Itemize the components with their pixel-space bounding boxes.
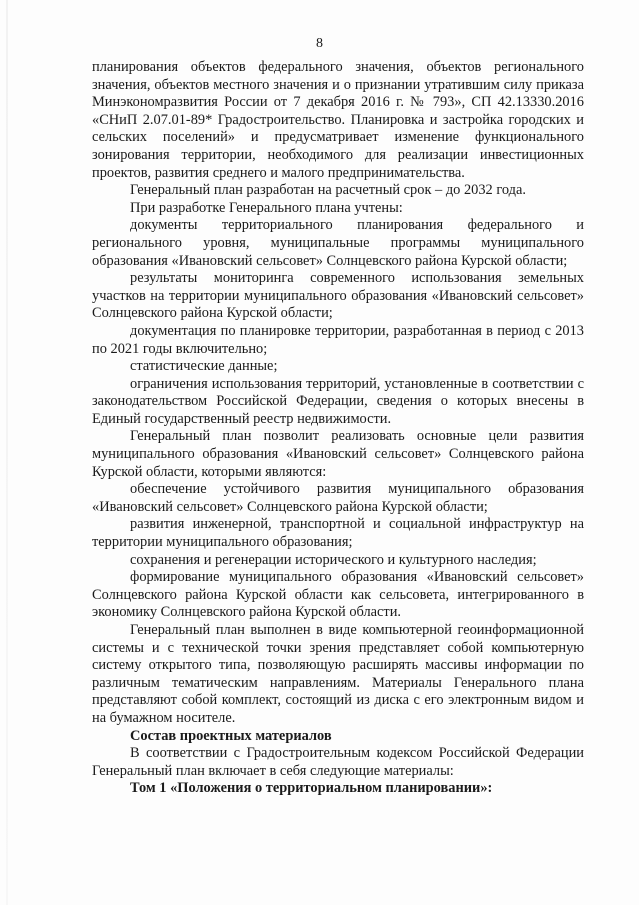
- paragraph-5: результаты мониторинга современного использования земельных участков на территории муниципального образования «Ивановский сельсовет» Солнцевского района Курской области;: [92, 270, 584, 322]
- page-number: 8: [316, 36, 323, 51]
- scan-edge-shadow: [6, 0, 8, 905]
- paragraph-2: Генеральный план разработан на расчетный срок – до 2032 года.: [130, 182, 526, 199]
- paragraph-13: формирование муниципального образования «Ивановский сельсовет» Солнцевского района Курской области как сельсовета, интегрированного в экономику Солнцевского района Курской области.: [92, 569, 584, 621]
- paragraph-14: Генеральный план выполнен в виде компьютерной геоинформационной системы и с технической точки зрения представляет собой компьютерную систему открытого типа, позволяющую расширять массивы информации по различным тематическим направлениям. Материалы Генерального плана представляют собой комплект, состоящий из диска с его электронным видом и на бумажном носителе.: [92, 622, 584, 726]
- section-paragraph: В соответствии с Градостроительным кодексом Российской Федерации Генеральный план включает в себя следующие материалы:: [92, 745, 584, 779]
- paragraph-1: планирования объектов федерального значения, объектов регионального значения, объектов местного значения и о признании утратившим силу приказа Минэкономразвития России от 7 декабря 2016 г. № 793», СП 42.13330.2016 «СНиП 2.07.01-89* Градостроительство. Планировка и застройка городских и сельских поселений» и предусматривает изменение функционального зонирования территории, необходимого для реализации инвестиционных проектов, развития среднего и малого предпринимательства.: [92, 59, 584, 181]
- section-heading: Состав проектных материалов: [130, 727, 332, 744]
- paragraph-9: Генеральный план позволит реализовать основные цели развития муниципального образования «Ивановский сельсовет» Солнцевского района Курской области, которыми являются:: [92, 428, 584, 480]
- paragraph-12: сохранения и регенерации исторического и культурного наследия;: [130, 551, 537, 568]
- paragraph-3: При разработке Генерального плана учтены:: [130, 199, 403, 216]
- paragraph-8: ограничения использования территорий, установленные в соответствии с законодательством Российской Федерации, сведения о которых внесены в Единый государственный реестр недвижимости.: [92, 375, 584, 427]
- document-body: [92, 59, 584, 798]
- paragraph-11: развития инженерной, транспортной и социальной инфраструктур на территории муниципального образования;: [92, 516, 584, 551]
- paragraph-7: статистические данные;: [130, 358, 278, 375]
- paragraph-6: документация по планировке территории, разработанная в период с 2013 по 2021 годы включительно;: [92, 322, 584, 357]
- volume-heading: Том 1 «Положения о территориальном планировании»:: [130, 780, 493, 797]
- paragraph-10: обеспечение устойчивого развития муниципального образования «Ивановский сельсовет» Солнцевского района Курской области;: [92, 481, 584, 515]
- paragraph-4: документы территориального планирования федерального и регионального уровня, муниципальные программы муниципального образования «Ивановский сельсовет» Солнцевского района Курской области;: [92, 217, 584, 269]
